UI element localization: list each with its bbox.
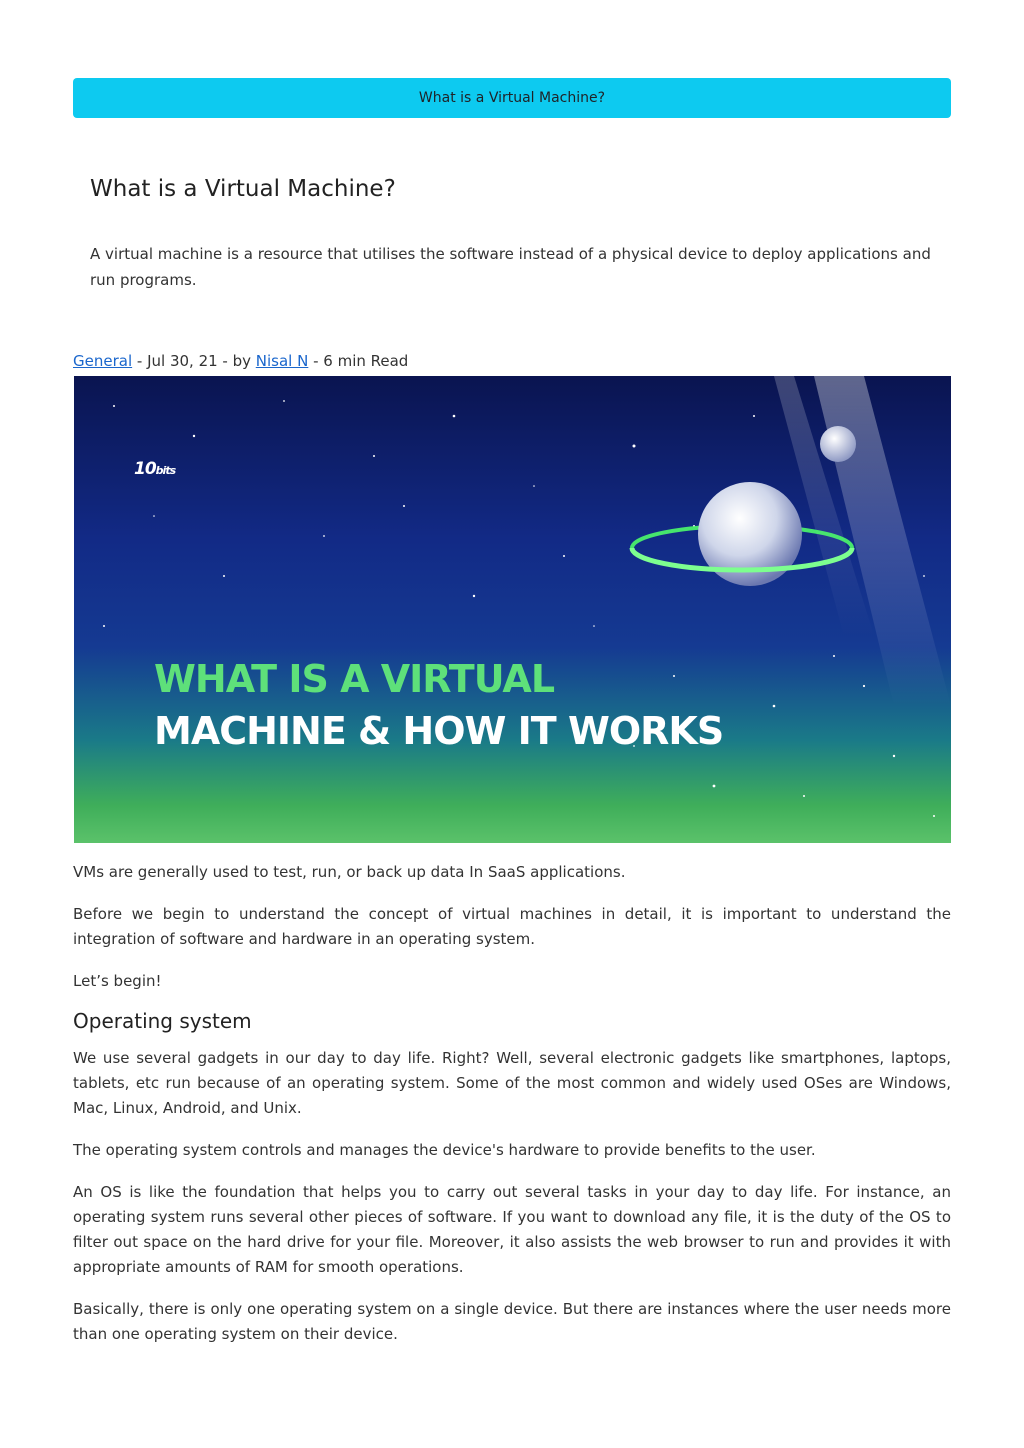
section-paragraph-2: The operating system controls and manages the device's hardware to provide benefits to the user. [73, 1141, 816, 1159]
intro-paragraph: A virtual machine is a resource that utilises the software instead of a physical device to deploy applications and run programs. [90, 245, 931, 289]
meta-date: - Jul 30, 21 - by [132, 352, 256, 370]
article-meta [73, 352, 408, 370]
paragraph-3: Let’s begin! [73, 972, 162, 990]
hero-headline-line2: MACHINE & HOW IT WORKS [154, 709, 724, 753]
hero-image [74, 376, 951, 843]
paragraph-2: Before we begin to understand the concept of virtual machines in detail, it is important to understand the integration of software and hardware in an operating system. [73, 905, 951, 948]
top-title-bar [73, 78, 951, 118]
top-title-text: What is a Virtual Machine? [418, 90, 606, 106]
hero-artwork [74, 376, 951, 843]
brand-logo: 10bits [134, 459, 176, 479]
section-paragraph-4: Basically, there is only one operating system on a single device. But there are instances where the user needs more than one operating system on their device. [73, 1300, 951, 1343]
meta-read-time: - 6 min Read [308, 352, 409, 370]
moon-sphere [820, 426, 856, 462]
section-paragraph-1: We use several gadgets in our day to day life. Right? Well, several electronic gadgets like smartphones, laptops, tablets, etc run because of an operating system. Some of the most common and widely used OSes are Windows, Mac, Linux, Android, and Unix. [73, 1049, 951, 1117]
section-heading-operating-system: Operating system [73, 1009, 252, 1033]
category-link[interactable]: General [73, 352, 133, 370]
section-paragraph-3: An OS is like the foundation that helps you to carry out several tasks in your day to day life. For instance, an operating system runs several other pieces of software. If you want to download any file, it is the duty of the OS to filter out space on the hard drive for your file. Moreover, it also assists the web browser to run and provides it with appropriate amounts of RAM for smooth operations. [73, 1183, 951, 1276]
paragraph-1: VMs are generally used to test, run, or back up data In SaaS applications. [73, 863, 626, 881]
page-title: What is a Virtual Machine? [90, 176, 396, 202]
hero-headline-line1: WHAT IS A VIRTUAL [154, 657, 555, 701]
author-link[interactable]: Nisal N [255, 352, 309, 370]
